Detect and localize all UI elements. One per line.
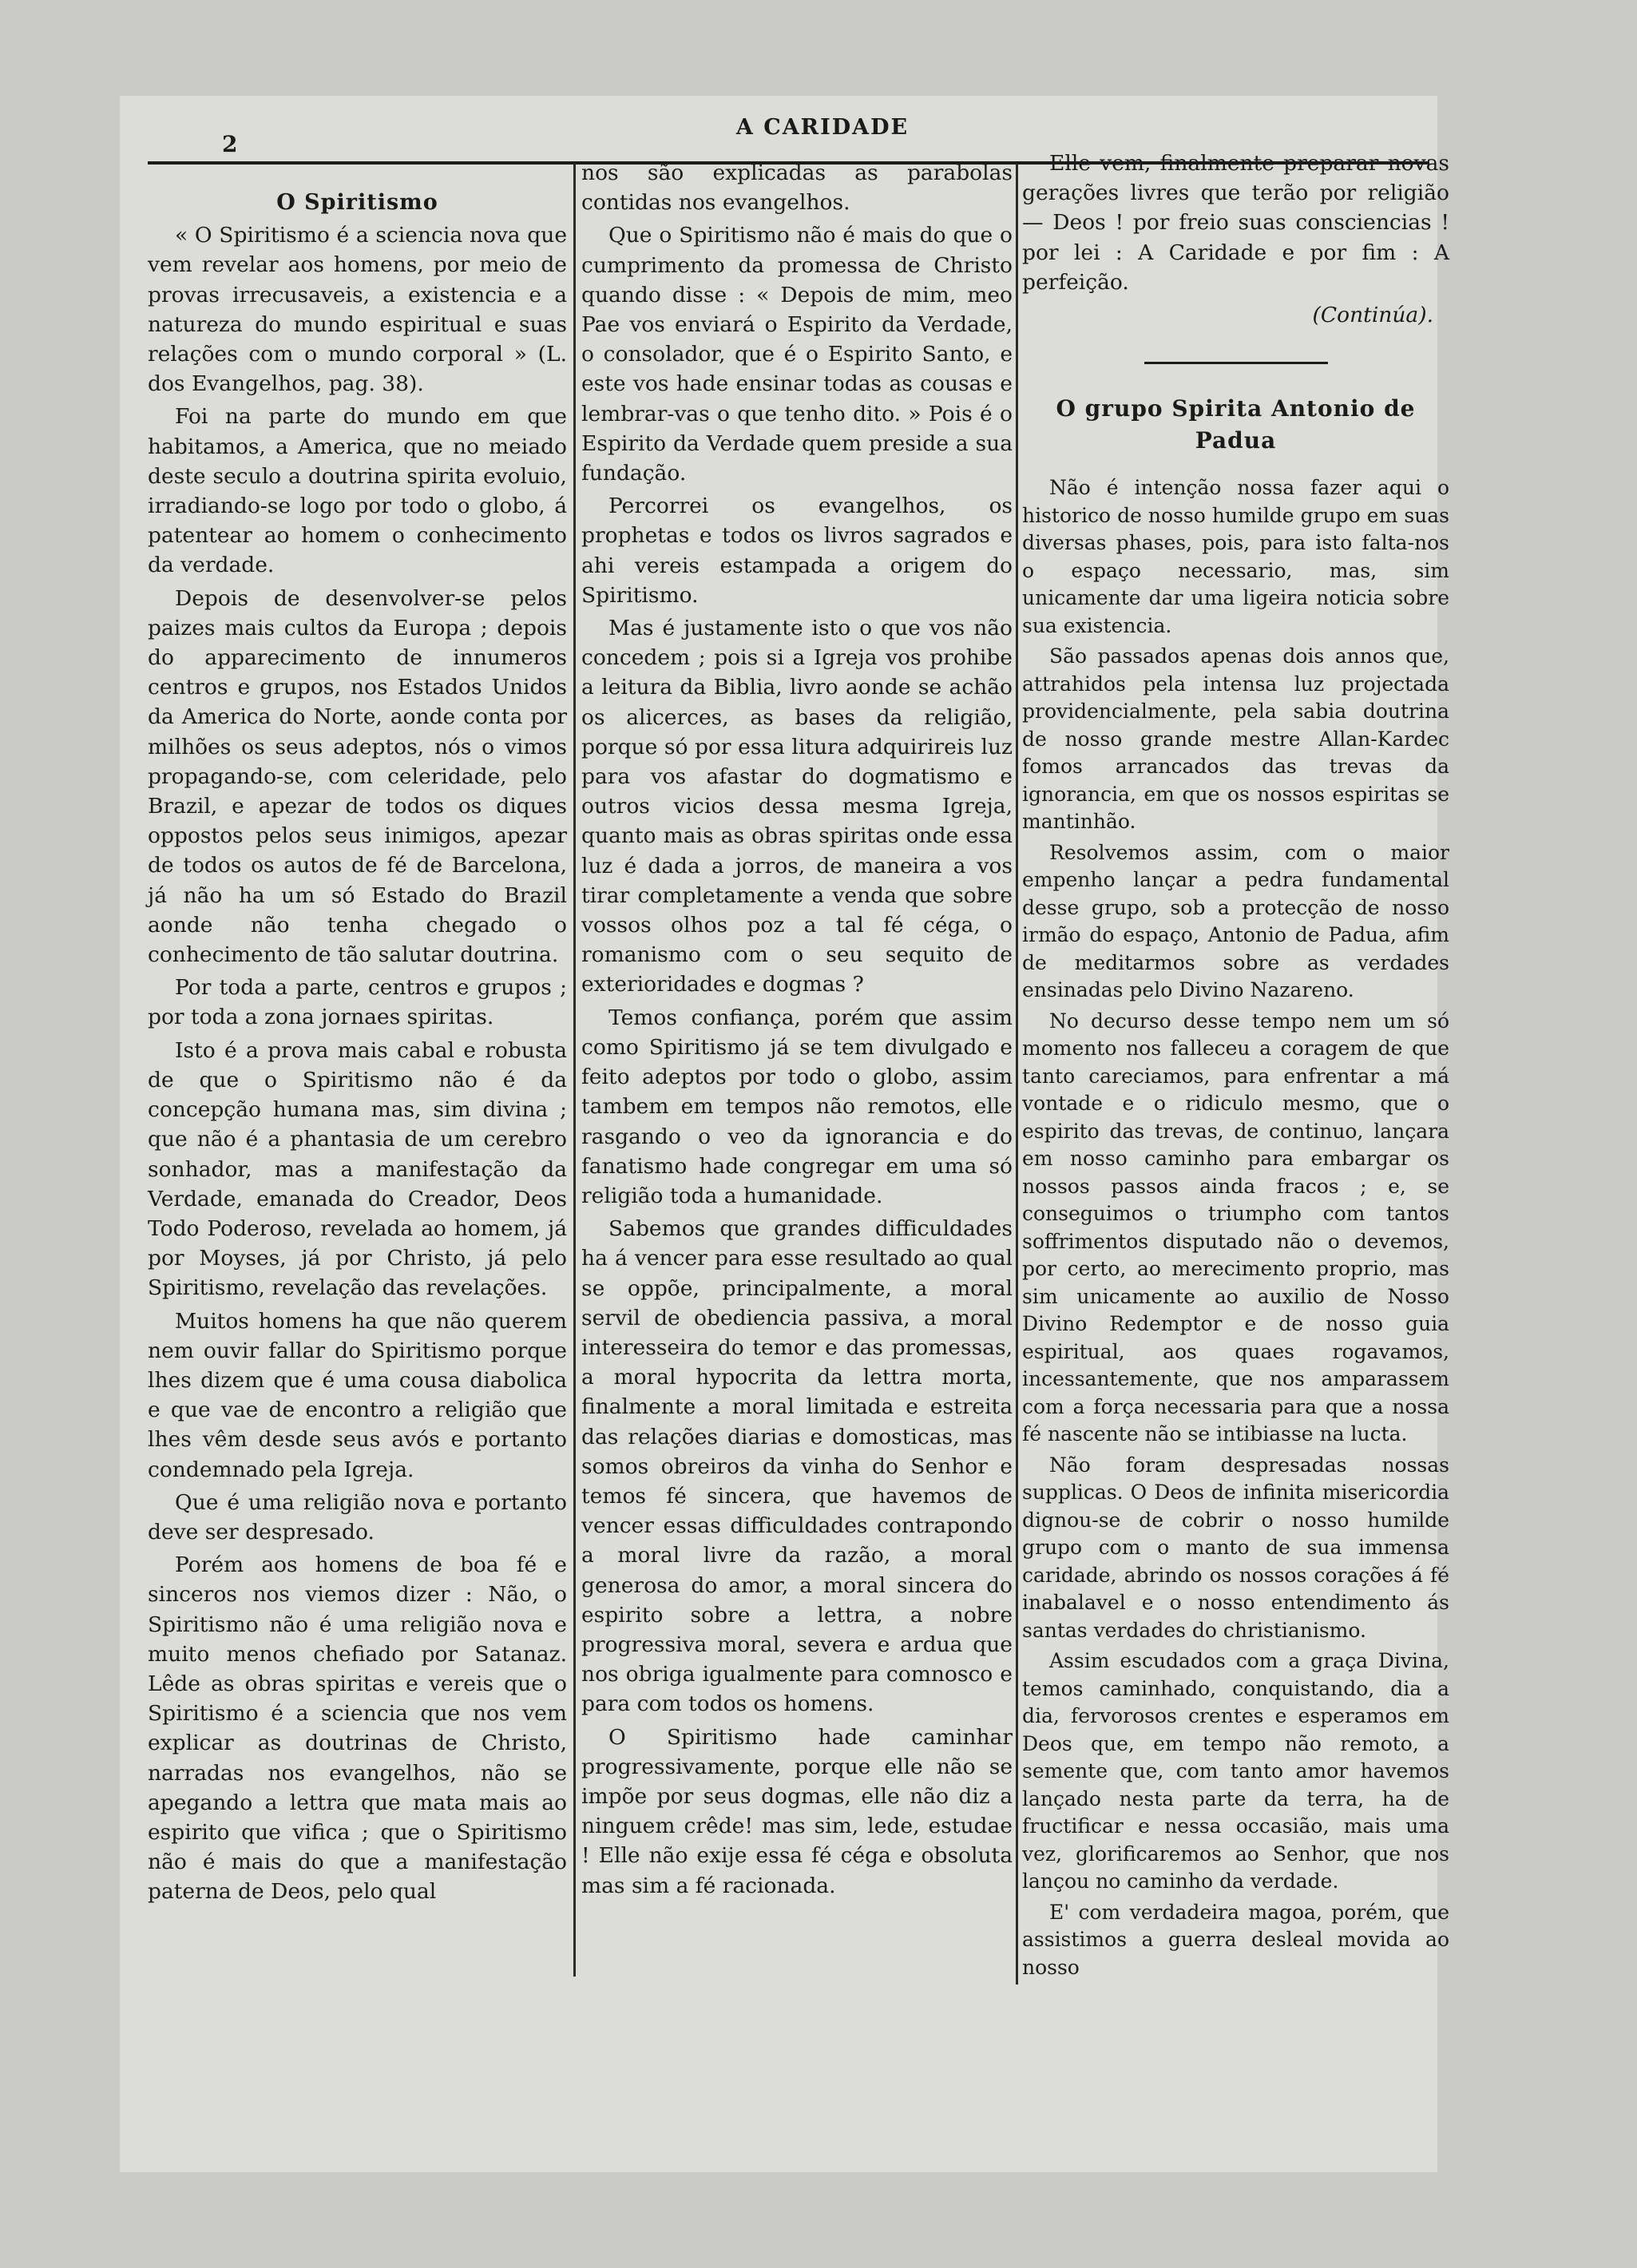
paragraph: Não é intenção nossa fazer aqui o historico de nosso humilde grupo em suas diversas phases, pois, para isto falta-nos o espaço necessario, mas, sim unicamente dar uma ligeira noticia sobre sua existencia. — [1022, 476, 1449, 637]
paragraph: Assim escudados com a graça Divina, temos caminhado, conquistando, dia a dia, fervorosos crentes e esperamos em Deos que, em tempo não remoto, a semente que, com tanto amor havemos lançado nesta parte da terra, ha de fructificar e nessa occasião, mais uma vez, glorificaremos ao Senhor, que nos lançou no caminho da verdade. — [1022, 1649, 1449, 1893]
paragraph: E' com verdadeira magoa, porém, que assistimos a guerra desleal movida ao nosso — [1022, 1900, 1449, 1979]
column-1 — [148, 188, 567, 1910]
paragraph: Porém aos homens de boa fé e sinceros nos viemos dizer : Não, o Spiritismo não é uma religião nova e muito menos chefiado por Satanaz. Lêde as obras spiritas e vereis que o Spiritismo é a sciencia que nos vem explicar as doutrinas de Christo, narradas nos evangelhos, não se apegando a lettra que mata mais ao espirito que vifica ; que o Spiritismo não é mais do que a manifestação paterna de Deos, pelo qual — [148, 1552, 567, 1905]
paragraph: Resolvemos assim, com o maior empenho lançar a pedra fundamental desse grupo, sob a protecção de nosso irmão do espaço, Antonio de Padua, afim de meditarmos sobre as verdades ensinadas pelo Divino Nazareno. — [1022, 840, 1449, 1002]
paragraph: Muitos homens ha que não querem nem ouvir fallar do Spiritismo porque lhes dizem que é uma cousa diabolica e que vae de encontro a religião que lhes vêm desde seus avós e portanto condemnado pela Igreja. — [148, 1308, 567, 1482]
paragraph: Percorrei os evangelhos, os prophetas e todos os livros sagrados e ahi vereis estampada a origem do Spiritismo. — [581, 494, 1013, 608]
paragraph: Mas é justamente isto o que vos não concedem ; pois si a Igreja vos prohibe a leitura da Biblia, livro aonde se achão os alicerces, as bases da religião, porque só por essa litura adquirireis luz para vos afastar do dogmatismo e outros vicios dessa mesma Igreja, quanto mais as obras spiritas onde essa luz é dada a jorros, de maneira a vos tirar completamente a venda que sobre vossos olhos poz a tal fé céga, o romanismo com o seu sequito de exterioridades e dogmas ? — [581, 616, 1013, 997]
page-number: 2 — [222, 131, 238, 157]
article-title: O grupo Spirita Antonio de Padua — [1056, 395, 1416, 454]
paragraph: Que é uma religião nova e portanto deve ser despresado. — [148, 1489, 567, 1544]
continua-note: (Continúa). — [1312, 303, 1433, 328]
column-2 — [581, 158, 1013, 1904]
paragraph: Não foram despresadas nossas supplicas. O Deos de infinita misericordia dignou-se de cobrir o nosso humilde grupo com o manto de sua immensa caridade, abrindo os nossos corações á fé inabalavel e o nosso entendimento ás santas verdades do christianismo. — [1022, 1453, 1449, 1642]
paragraph: Temos confiança, porém que assim como Spiritismo já se tem divulgado e feito adeptos por todo o globo, assim tambem em tempos não remotos, elle rasgando o veo da ignorancia e do fanatismo hade congregar em uma só religião toda a humanidade. — [581, 1005, 1013, 1208]
paragraph: Isto é a prova mais cabal e robusta de que o Spiritismo não é da concepção humana mas, sim divina ; que não é a phantasia de um cerebro sonhador, mas a manifestação da Verdade, emanada do Creador, Deos Todo Poderoso, revelada ao homem, já por Moyses, já por Christo, já pelo Spiritismo, revelação das revelações. — [148, 1037, 567, 1301]
paragraph: Sabemos que grandes difficuldades ha á vencer para esse resultado ao qual se oppõe, principalmente, a moral servil de obediencia passiva, a moral interesseira do temor e das promessas, a moral hypocrita da lettra morta, finalmente a moral limitada e estreita das relações diarias e domosticas, mas somos obreiros da vinha do Senhor e temos fé sincera, que havemos de vencer essas difficuldades contrapondo a moral livre da razão, a moral generosa do amor, a moral sincera do espirito sobre a lettra, a nobre progressiva moral, severa e ardua que nos obriga igualmente para comnosco e para com todos os homens. — [581, 1216, 1013, 1717]
paragraph: São passados apenas dois annos que, attrahidos pela intensa luz projectada providencialmente, pela sabia doutrina de nosso grande mestre Allan-Kardec fomos arrancados das trevas da ignorancia, em que os nossos espiritas se mantinhão. — [1022, 644, 1449, 834]
paragraph: nos são explicadas as parabolas contidas nos evangelhos. — [581, 161, 1013, 216]
paragraph: Foi na parte do mundo em que habitamos, a America, que no meiado deste seculo a doutrina spirita evoluio, irradiando-se logo por todo o globo, á patentear ao homem o conhecimento da verdade. — [148, 404, 567, 578]
newspaper-title: A CARIDADE — [735, 115, 910, 140]
article-title: O Spiritismo — [276, 190, 438, 215]
paragraph: No decurso desse tempo nem um só momento nos falleceu a coragem de que tanto careciamos, para enfrentar a má vontade e o ridiculo mesmo, que o espirito das trevas, de continuo, lançara em nosso caminho para embargar os nossos passos ainda fracos ; e, se conseguimos o triumpho com tantos soffrimentos disputado não o devemos, por certo, ao merecimento proprio, mas sim unicamente ao auxilio de Nosso Divino Redemptor e de nosso guia espiritual, aos quaes rogavamos, incessantemente, que nos amparassem com a força necessaria para que a nossa fé nascente não se intibiasse na lucta. — [1022, 1009, 1449, 1446]
paragraph: Que o Spiritismo não é mais do que o cumprimento da promessa de Christo quando disse : « Depois de mim, meo Pae vos enviará o Espirito da Verdade, o consolador, que é o Espirito Santo, e este vos hade ensinar todas as cousas e lembrar-vas o que tenho dito. » Pois é o Espirito da Verdade quem preside a sua fundação. — [581, 223, 1013, 486]
paragraph: Elle vem, finalmente preparar novas gerações livres que terão por religião — Deos ! por freio suas consciencias ! por lei : A Caridade e por fim : A perfeição. — [1022, 151, 1449, 295]
column-separator — [1016, 164, 1018, 1985]
paragraph: Depois de desenvolver-se pelos paizes mais cultos da Europa ; depois do apparecimento de innumeros centros e grupos, nos Estados Unidos da America do Norte, aonde conta por milhões os seus adeptos, nós o vimos propagando-se, com celeridade, pelo Brazil, e apezar de todos os diques oppostos pelos seus inimigos, apezar de todos os autos de fé de Barcelona, já não ha um só Estado do Brazil aonde não tenha chegado o conhecimento de tão salutar doutrina. — [148, 585, 567, 968]
paragraph: O Spiritismo hade caminhar progressivamente, porque elle não se impõe por seus dogmas, elle não diz a ninguem crêde! mas sim, lede, estudae ! Elle não exije essa fé céga e obsoluta mas sim a fé racionada. — [581, 1724, 1013, 1898]
paragraph: « O Spiritismo é a sciencia nova que vem revelar aos homens, por meio de provas irrecusaveis, a existencia e a natureza do mundo espiritual e suas relações com o mundo corporal » (L. dos Evangelhos, pag. 38). — [148, 223, 567, 397]
column-3 — [1022, 149, 1449, 1985]
paragraph: Por toda a parte, centros e grupos ; por toda a zona jornaes spiritas. — [148, 975, 567, 1030]
article-divider — [1144, 362, 1328, 364]
column-separator — [573, 164, 576, 1977]
